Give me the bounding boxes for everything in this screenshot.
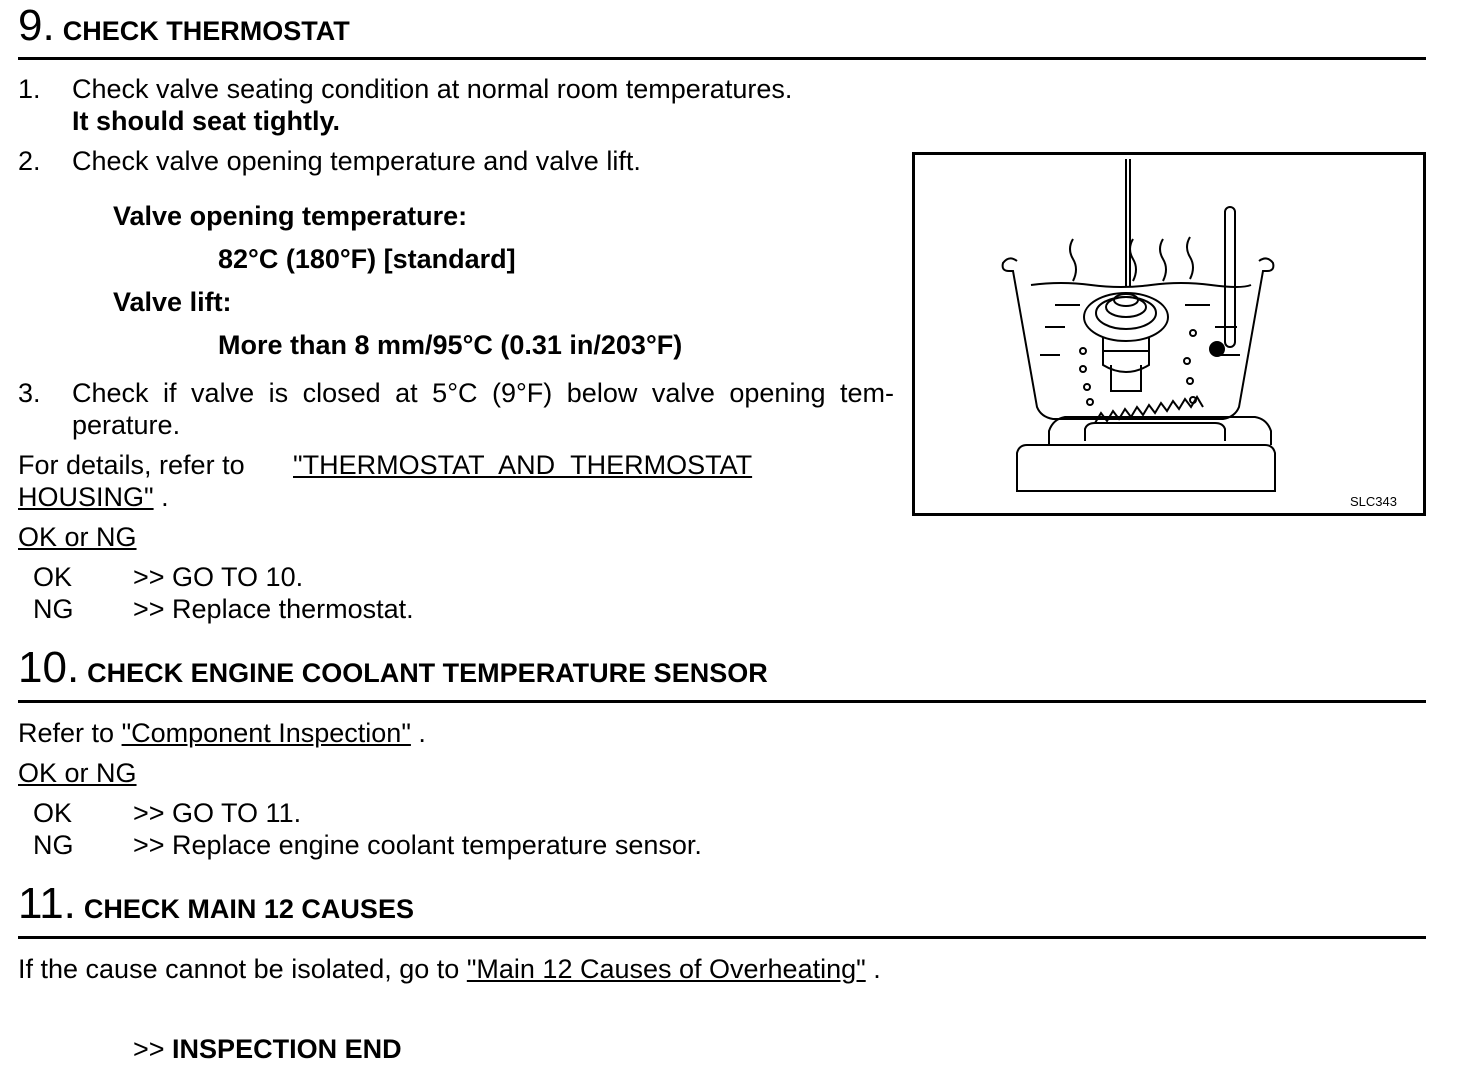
step-11-number: 11.	[18, 879, 76, 928]
step-10-title: CHECK ENGINE COOLANT TEMPERATURE SENSOR	[87, 658, 768, 688]
step-10-refer	[18, 717, 426, 749]
spec-valve-opening-label: Valve opening temperature:	[113, 201, 468, 231]
step-9-header	[18, 1, 350, 50]
step-10-number: 10.	[18, 643, 80, 692]
spec-valve-lift-value: More than 8 mm/95°C (0.31 in/203°F)	[218, 330, 683, 360]
item-3-text-line1: Check if valve is closed at 5°C (9°F) below valve opening tem-	[72, 378, 894, 408]
item-2-text: Check valve opening temperature and valve lift.	[72, 146, 641, 176]
item-1-text: Check valve seating condition at normal room temperatures.	[72, 74, 793, 104]
step-10-refer-prefix: Refer to	[18, 718, 115, 748]
inspection-end-prefix: >>	[133, 1034, 173, 1064]
thermostat-diagram	[915, 155, 1423, 513]
link-thermostat-housing-line1[interactable]: "THERMOSTAT AND THERMOSTAT	[293, 450, 753, 480]
item-1-result: It should seat tightly.	[72, 106, 341, 136]
step-10-ok-action: >> GO TO 11.	[133, 798, 302, 828]
figure-code: SLC343	[1350, 494, 1397, 509]
step-9-divider	[18, 57, 1426, 60]
step-9-ok-action: >> GO TO 10.	[133, 562, 304, 592]
step-10-ng-label: NG	[33, 830, 74, 860]
item-2-number: 2.	[18, 146, 41, 176]
steam-icon	[1070, 239, 1076, 281]
step-9-title: CHECK THERMOSTAT	[62, 16, 350, 46]
step-9-number: 9.	[18, 1, 55, 50]
item-3-number: 3.	[18, 378, 41, 408]
step-11-text-prefix: If the cause cannot be isolated, go to	[18, 954, 460, 984]
link-thermostat-housing-line2[interactable]: HOUSING"	[18, 482, 154, 512]
inspection-end	[133, 1033, 402, 1065]
details-prefix: For details, refer to	[18, 450, 245, 480]
details-suffix: .	[153, 482, 169, 512]
step-11-text	[18, 953, 881, 985]
link-component-inspection[interactable]: "Component Inspection"	[121, 718, 411, 748]
item-1-number: 1.	[18, 74, 41, 104]
step-10-ok-ng-heading[interactable]: OK or NG	[18, 758, 137, 788]
spec-valve-lift-label: Valve lift:	[113, 287, 232, 317]
burner-icon	[1049, 417, 1271, 445]
step-11-divider	[18, 936, 1426, 939]
step-10-ok-label: OK	[33, 798, 73, 828]
step-10-ng-action: >> Replace engine coolant temperature sensor.	[133, 830, 702, 860]
inspection-end-label: INSPECTION END	[172, 1034, 402, 1064]
item-3-text-line2: perature.	[72, 410, 181, 440]
link-main-12-causes[interactable]: "Main 12 Causes of Overheating"	[466, 954, 866, 984]
step-11-text-suffix: .	[865, 954, 881, 984]
stove-icon	[1017, 445, 1275, 491]
step-10-divider	[18, 700, 1426, 703]
details-line2	[18, 481, 169, 513]
spec-valve-opening-value: 82°C (180°F) [standard]	[218, 244, 516, 274]
pot-icon	[1003, 258, 1274, 419]
step-10-header	[18, 643, 768, 692]
step-9-ok-ng-heading[interactable]: OK or NG	[18, 522, 137, 552]
thermostat-test-illustration	[912, 152, 1426, 516]
step-10-refer-suffix: .	[410, 718, 426, 748]
step-9-ng-label: NG	[33, 594, 74, 624]
step-9-ng-action: >> Replace thermostat.	[133, 594, 414, 624]
step-11-header	[18, 879, 414, 928]
step-11-title: CHECK MAIN 12 CAUSES	[83, 894, 414, 924]
step-9-ok-label: OK	[33, 562, 73, 592]
